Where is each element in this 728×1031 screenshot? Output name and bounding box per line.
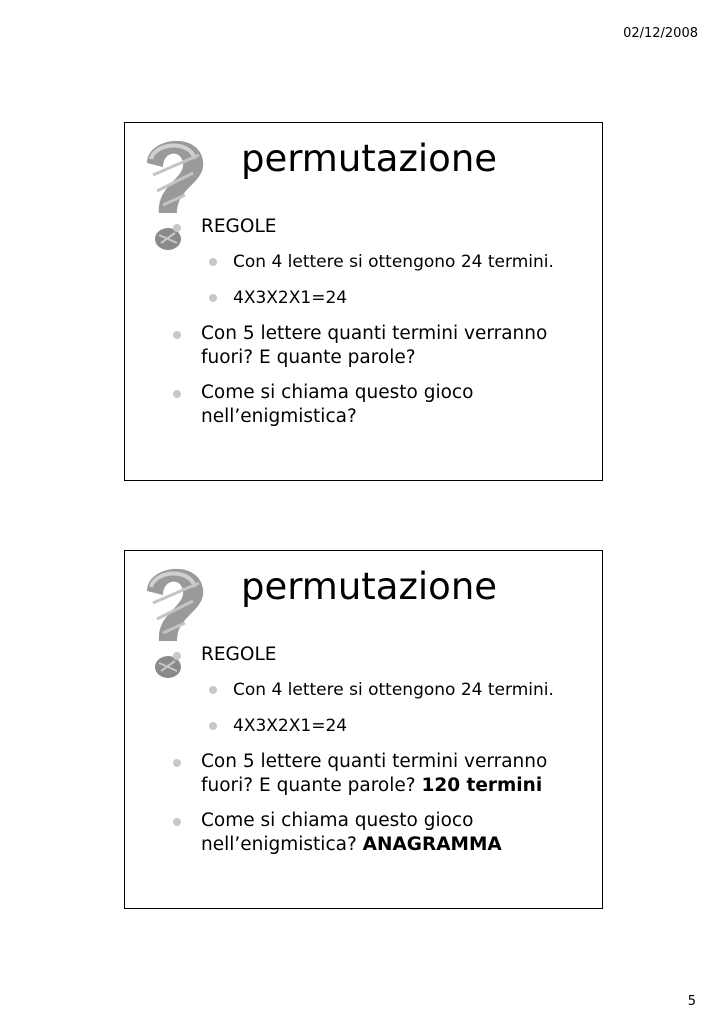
list-item [173, 643, 593, 667]
list-item [173, 714, 593, 738]
bullet-icon [209, 258, 217, 266]
item-text: 4X3X2X1=24 [233, 716, 348, 736]
item-text: REGOLE [201, 644, 277, 665]
slide-title: permutazione [241, 565, 498, 608]
item-text: Con 4 lettere si ottengono 24 termini. [233, 680, 554, 700]
bullet-icon [173, 818, 181, 826]
bullet-icon [173, 652, 181, 660]
item-line-2: nell’enigmistica? [201, 834, 357, 855]
list-item [173, 322, 593, 370]
answer-text: 120 termini [421, 775, 543, 796]
bullet-icon [173, 390, 181, 398]
item-text: 4X3X2X1=24 [233, 288, 348, 308]
slide-1 [124, 122, 603, 481]
item-line-2: nell’enigmistica? [201, 406, 357, 427]
item-line-2: fuori? E quante parole? [201, 347, 416, 368]
list-item [173, 215, 593, 239]
item-line-1: Come si chiama questo gioco [201, 382, 474, 403]
list-item [173, 286, 593, 310]
bullet-icon [173, 759, 181, 767]
item-text: Con 4 lettere si ottengono 24 termini. [233, 252, 554, 272]
bullet-icon [209, 294, 217, 302]
slide-2 [124, 550, 603, 909]
item-line-2: fuori? E quante parole? [201, 775, 416, 796]
bullet-icon [209, 722, 217, 730]
item-line-1: Con 5 lettere quanti termini verranno [201, 323, 548, 344]
item-text: REGOLE [201, 216, 277, 237]
item-line-1: Con 5 lettere quanti termini verranno [201, 751, 548, 772]
bullet-icon [173, 224, 181, 232]
slide-title: permutazione [241, 137, 498, 180]
bullet-icon [209, 686, 217, 694]
bullet-list [173, 215, 593, 440]
bullet-icon [173, 331, 181, 339]
list-item [173, 678, 593, 702]
answer-text: ANAGRAMMA [362, 834, 502, 855]
header-date: 02/12/2008 [623, 26, 698, 41]
list-item [173, 250, 593, 274]
page-number: 5 [687, 994, 696, 1009]
list-item [173, 381, 593, 429]
item-line-1: Come si chiama questo gioco [201, 810, 474, 831]
bullet-list [173, 643, 593, 868]
list-item [173, 750, 593, 798]
list-item [173, 809, 593, 857]
